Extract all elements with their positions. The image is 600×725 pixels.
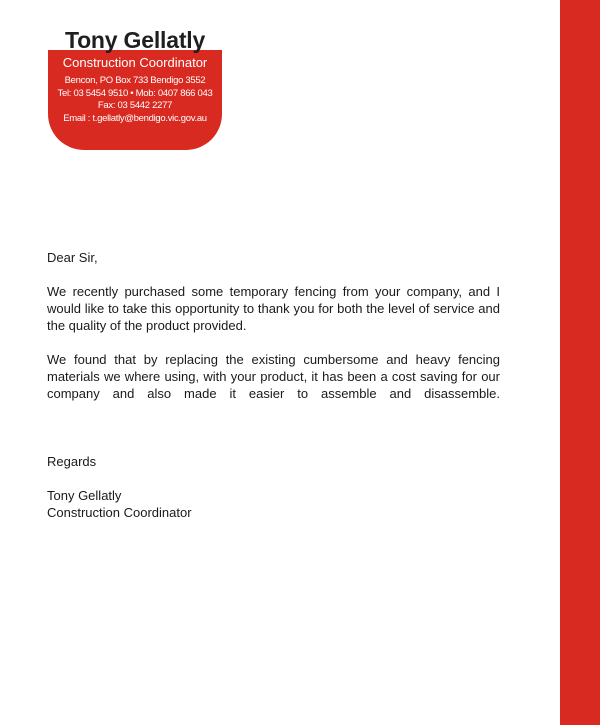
email-line: Email : t.gellatly@bendigo.vic.gov.au — [63, 112, 207, 124]
closing: Regards — [47, 454, 97, 469]
greeting: Dear Sir, — [47, 250, 98, 265]
sender-name: Tony Gellatly — [64, 27, 206, 53]
signature-name: Tony Gellatly — [47, 488, 122, 503]
contact-card — [48, 50, 222, 150]
red-side-bar — [560, 0, 600, 725]
signature-title: Construction Coordinator — [47, 505, 192, 520]
paragraph-1: We recently purchased some temporary fencing from your company, and I would like to take this opportunity to thank you for both the level of service and the quality of the product provided. — [47, 284, 500, 333]
letter-body — [47, 249, 500, 521]
phone-line: Tel: 03 5454 9510 • Mob: 0407 866 043 — [57, 87, 213, 99]
address-line: Bencon, PO Box 733 Bendigo 3552 — [64, 75, 206, 86]
sender-role: Construction Coordinator — [62, 55, 208, 70]
paragraph-2: We found that by replacing the existing cumbersome and heavy fencing materials we where using, with your product, it has been a cost saving for our company and also made it easier to assemble and disassemble. — [47, 352, 500, 401]
letterhead — [48, 26, 222, 150]
fax-line: Fax: 03 5442 2277 — [97, 100, 173, 111]
